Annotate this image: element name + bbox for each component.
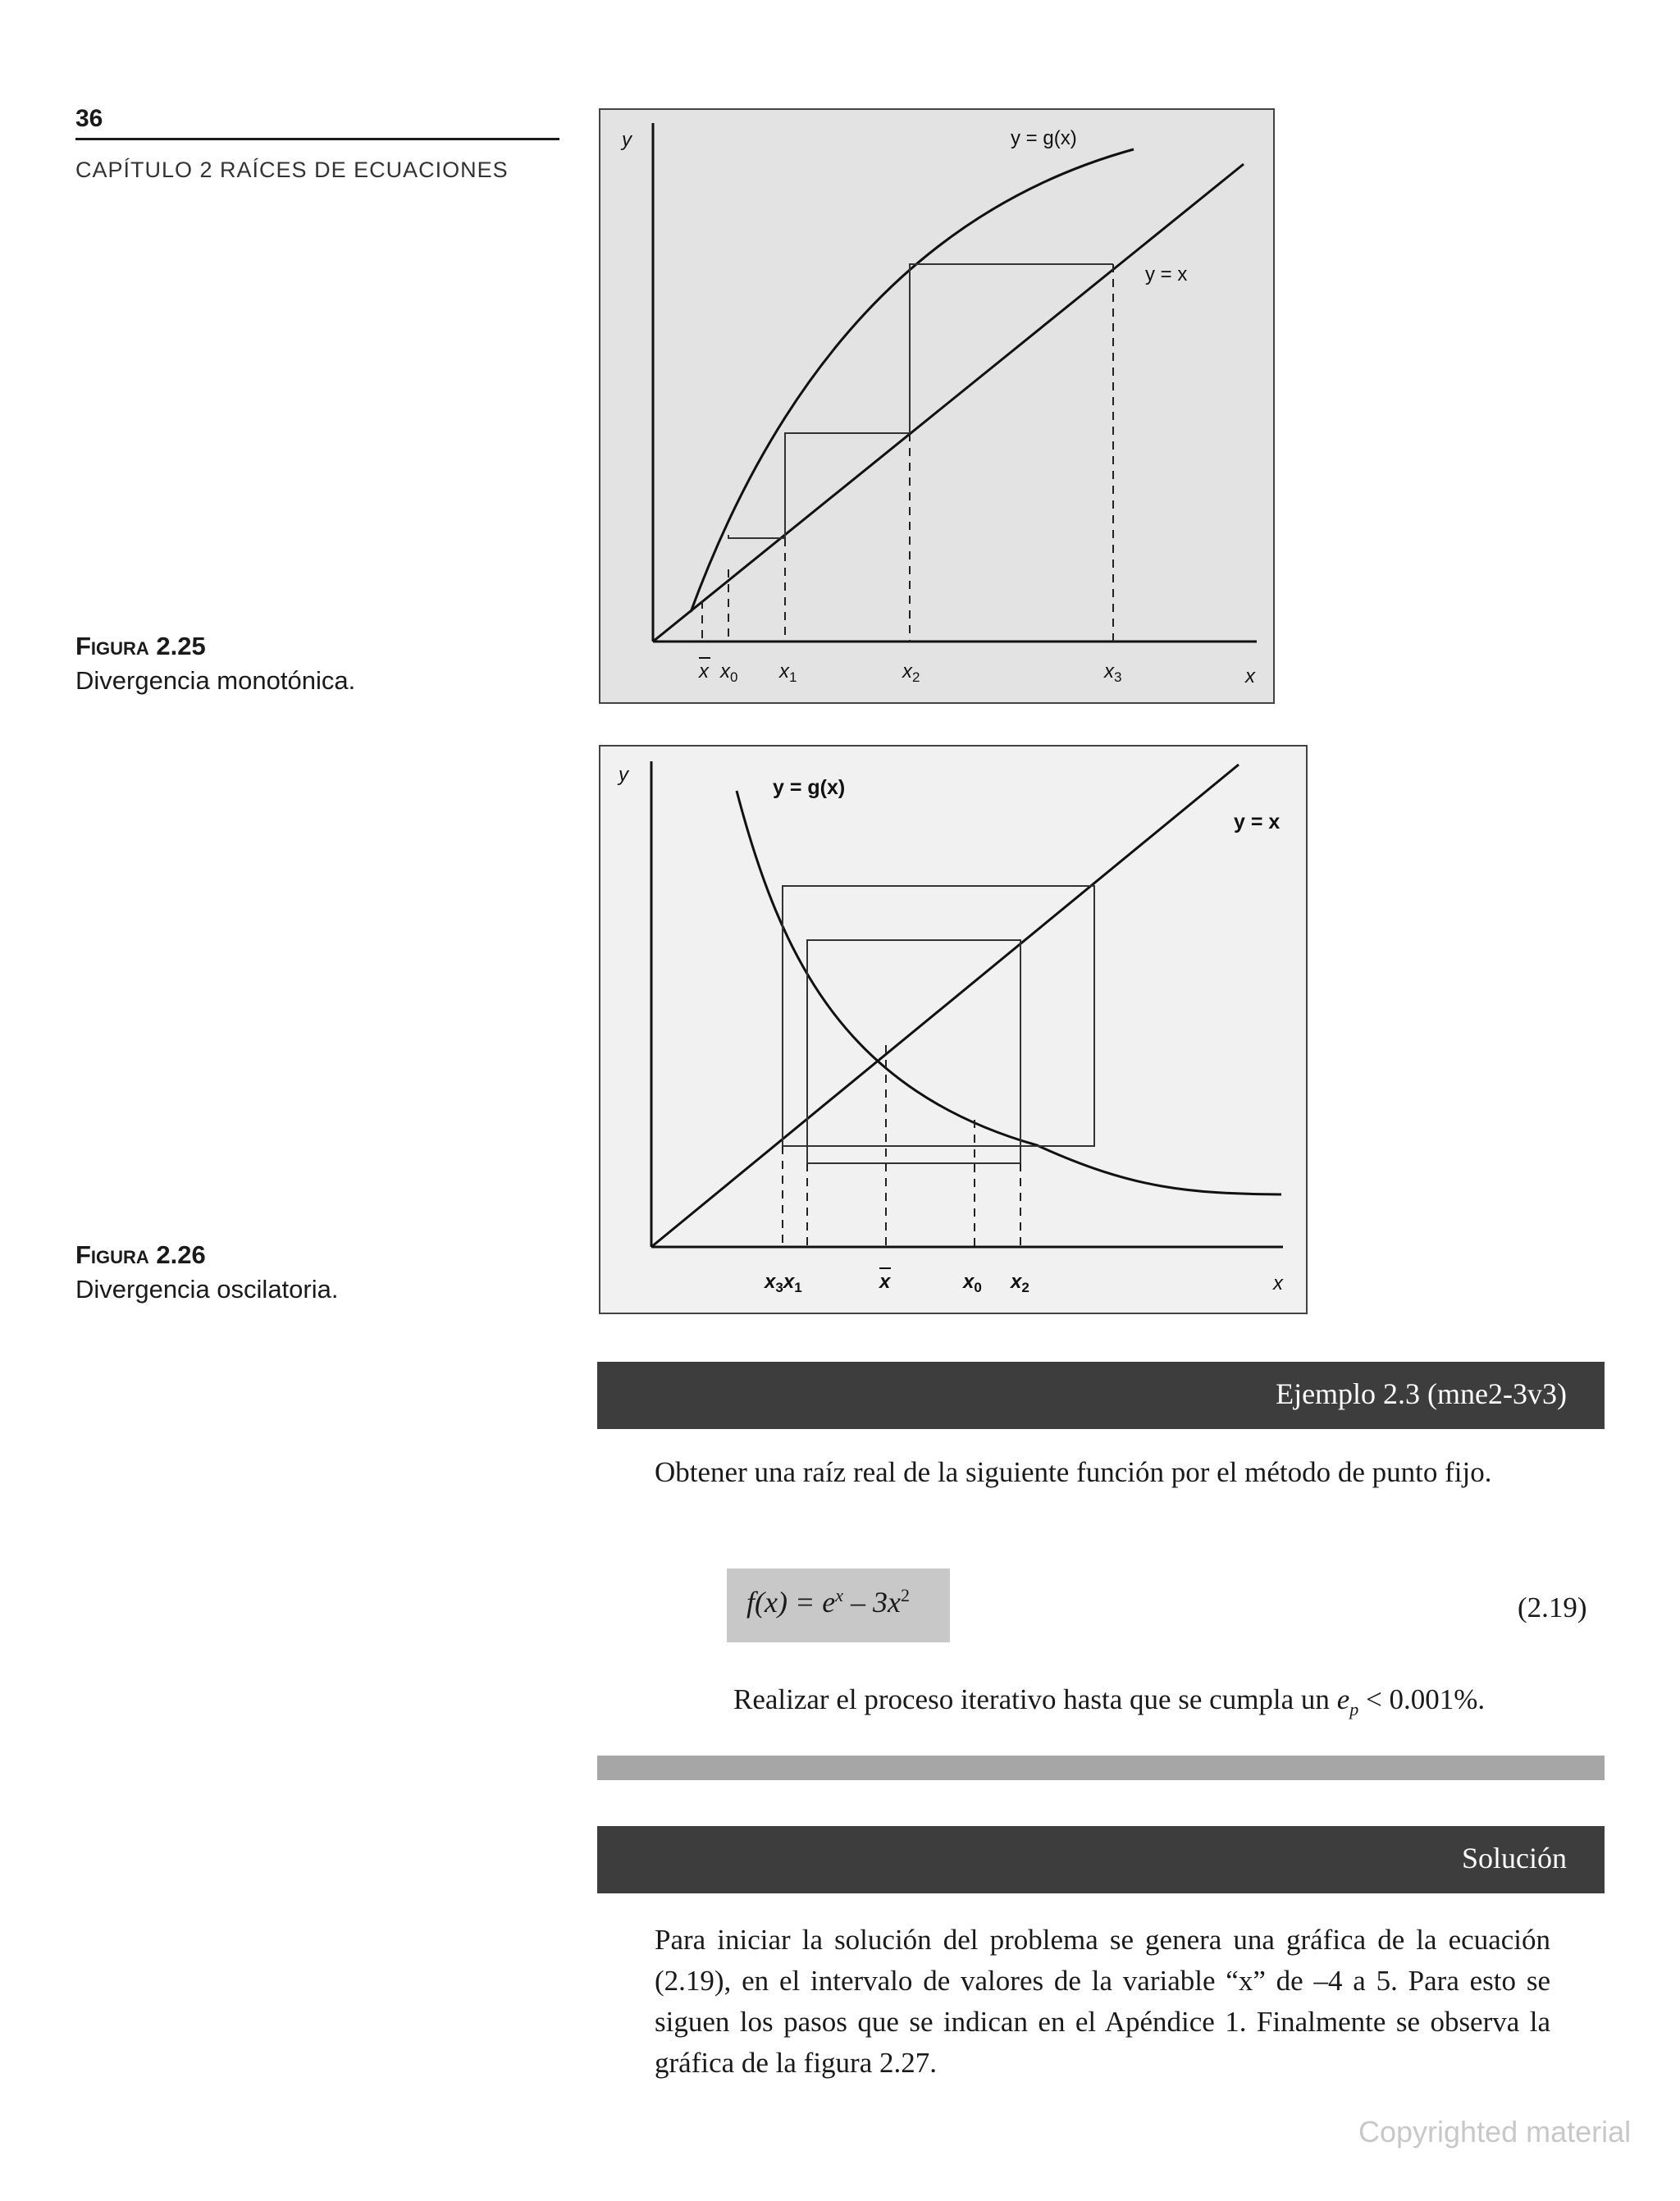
chapter-header: CAPÍTULO 2 RAÍCES DE ECUACIONES (75, 158, 509, 182)
solution-text: Para iniciar la solución del problema se genera una gráfica de la ecuación (2.19), en el intervalo de valores de la variable “x” de –4 a 5. Para esto se siguen los pasos que se indican en el Apéndice 1. Finalmente se observa la gráfica de la figura 2.27. (655, 1924, 1550, 2079)
example-title: Ejemplo 2.3 (mne2-3v3) (1276, 1377, 1567, 1410)
identity-label: y = x (1234, 811, 1281, 833)
y-axis-label: y (619, 764, 628, 786)
solution-title: Solución (1461, 1842, 1567, 1875)
x2-label: $x_2$ (902, 660, 920, 685)
x0-label: $x_0$ (720, 660, 738, 685)
x3x1-label: $x_3x_1$ (765, 1271, 802, 1295)
solution-banner (597, 1826, 1605, 1893)
x-axis-label: x (1273, 1272, 1283, 1295)
equation-number: (2.19) (1518, 1591, 1587, 1623)
formula: $f(x) = e^x - 3x^2$ (746, 1585, 910, 1619)
x0-label: $x_0$ (963, 1271, 982, 1295)
figure-2-25 (599, 108, 1275, 704)
figure-2-25-text: Divergencia monotónica. (75, 666, 356, 695)
figure-2-26-text: Divergencia oscilatoria. (75, 1275, 339, 1304)
gx-curve (737, 791, 1281, 1194)
identity-line (651, 765, 1239, 1247)
x-axis-label: x (1245, 665, 1255, 687)
xbar-label: x (699, 660, 709, 683)
figure-2-25-plot (600, 110, 1273, 702)
identity-label: y = x (1145, 263, 1188, 285)
figure-2-25-caption (75, 632, 355, 696)
gx-label: y = g(x) (773, 776, 846, 799)
example-banner (597, 1362, 1605, 1429)
x2-label: $x_2$ (1011, 1271, 1029, 1295)
header-rule (75, 138, 559, 140)
figure-2-25-label: Figura 2.25 (75, 632, 206, 660)
figure-2-26-plot (600, 747, 1306, 1313)
formula-box (727, 1569, 950, 1642)
cobweb-steps (783, 886, 1094, 1163)
cobweb-steps (728, 264, 1113, 538)
gx-curve (691, 149, 1134, 612)
x1-label: $x_1$ (779, 660, 797, 685)
xbar-label: x (879, 1271, 891, 1293)
watermark: Copyrighted material (1358, 2115, 1632, 2148)
example-statement: Obtener una raíz real de la siguiente función por el método de punto fijo. (655, 1456, 1492, 1488)
figure-2-26-label: Figura 2.26 (75, 1240, 206, 1269)
page-number: 36 (75, 105, 103, 132)
identity-line (653, 164, 1244, 642)
iteration-condition: Realizar el proceso iterativo hasta que se cumpla un $e_p < 0.001\%$. (733, 1683, 1486, 1719)
example-end-bar (597, 1756, 1605, 1780)
gx-label: y = g(x) (1011, 127, 1077, 149)
y-axis-label: y (622, 129, 632, 151)
figure-2-26-caption (75, 1240, 338, 1304)
x3-label: $x_3$ (1104, 660, 1122, 685)
figure-2-26 (599, 745, 1308, 1314)
